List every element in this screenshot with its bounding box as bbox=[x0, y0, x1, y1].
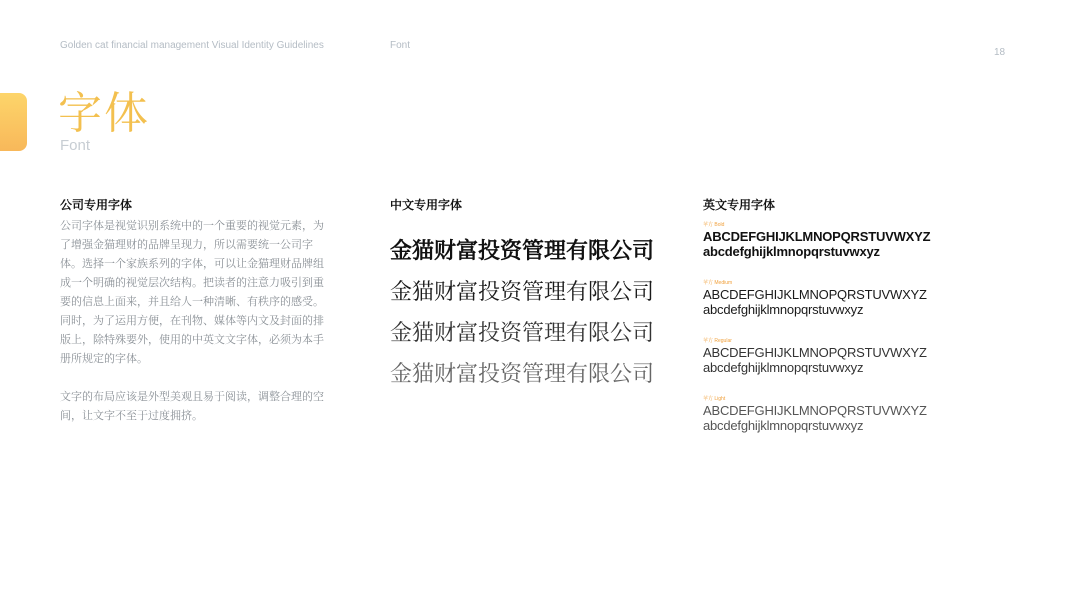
page-number: 18 bbox=[994, 47, 1006, 58]
english-sample-medium bbox=[703, 279, 1003, 317]
weight-label: 苹方 Medium bbox=[703, 280, 733, 286]
uppercase-sample: ABCDEFGHIJKLMNOPQRSTUVWXYZ bbox=[703, 229, 931, 244]
chinese-sample-medium: 金猫财富投资管理有限公司 bbox=[390, 279, 655, 304]
english-sample-bold bbox=[703, 221, 1003, 259]
company-font-section bbox=[60, 196, 330, 426]
section-name: Font bbox=[390, 40, 411, 51]
uppercase-sample: ABCDEFGHIJKLMNOPQRSTUVWXYZ bbox=[703, 287, 927, 302]
english-font-title: 英文专用字体 bbox=[703, 198, 776, 212]
company-font-paragraph-1: 公司字体是视觉识别系统中的一个重要的视觉元素，为了增强金猫理财的品牌呈现力，所以需要统一公司字体。选择一个家族系列的字体，可以让金猫理财品牌组成一个明确的视觉层次结构。把读者的注意力吸引到重要的信息上面来，并且给人一种清晰、有秩序的感受。同时，为了运用方便，在刊物、媒体等内文及封面的排版上，除特殊要外，使用的中英文文字体，必须为本手册所规定的字体。 bbox=[60, 220, 324, 365]
company-font-title: 公司专用字体 bbox=[60, 198, 133, 212]
chinese-sample-light: 金猫财富投资管理有限公司 bbox=[390, 361, 655, 386]
english-font-section bbox=[703, 196, 1003, 433]
lowercase-sample: abcdefghijklmnopqrstuvwxyz bbox=[703, 244, 880, 259]
weight-label: 苹方 Regular bbox=[703, 338, 732, 344]
chinese-font-title: 中文专用字体 bbox=[390, 198, 463, 212]
lowercase-sample: abcdefghijklmnopqrstuvwxyz bbox=[703, 360, 864, 375]
english-sample-regular bbox=[703, 337, 1003, 375]
weight-label: 苹方 Bold bbox=[703, 222, 725, 228]
chinese-sample-regular: 金猫财富投资管理有限公司 bbox=[390, 320, 655, 345]
page-subtitle: Font bbox=[60, 137, 91, 154]
accent-bar bbox=[0, 93, 27, 151]
chinese-sample-bold: 金猫财富投资管理有限公司 bbox=[390, 238, 655, 263]
company-font-paragraph-2: 文字的布局应该是外型美观且易于阅读，调整合理的空间，让文字不至于过度拥挤。 bbox=[60, 391, 324, 422]
weight-label: 苹方 Light bbox=[703, 396, 726, 402]
lowercase-sample: abcdefghijklmnopqrstuvwxyz bbox=[703, 418, 864, 433]
page-title: 字体 bbox=[58, 88, 150, 139]
guideline-title: Golden cat financial management Visual Identity Guidelines bbox=[60, 40, 324, 51]
chinese-font-section bbox=[390, 196, 680, 388]
english-sample-light bbox=[703, 395, 1003, 433]
lowercase-sample: abcdefghijklmnopqrstuvwxyz bbox=[703, 302, 864, 317]
uppercase-sample: ABCDEFGHIJKLMNOPQRSTUVWXYZ bbox=[703, 345, 927, 360]
uppercase-sample: ABCDEFGHIJKLMNOPQRSTUVWXYZ bbox=[703, 403, 927, 418]
